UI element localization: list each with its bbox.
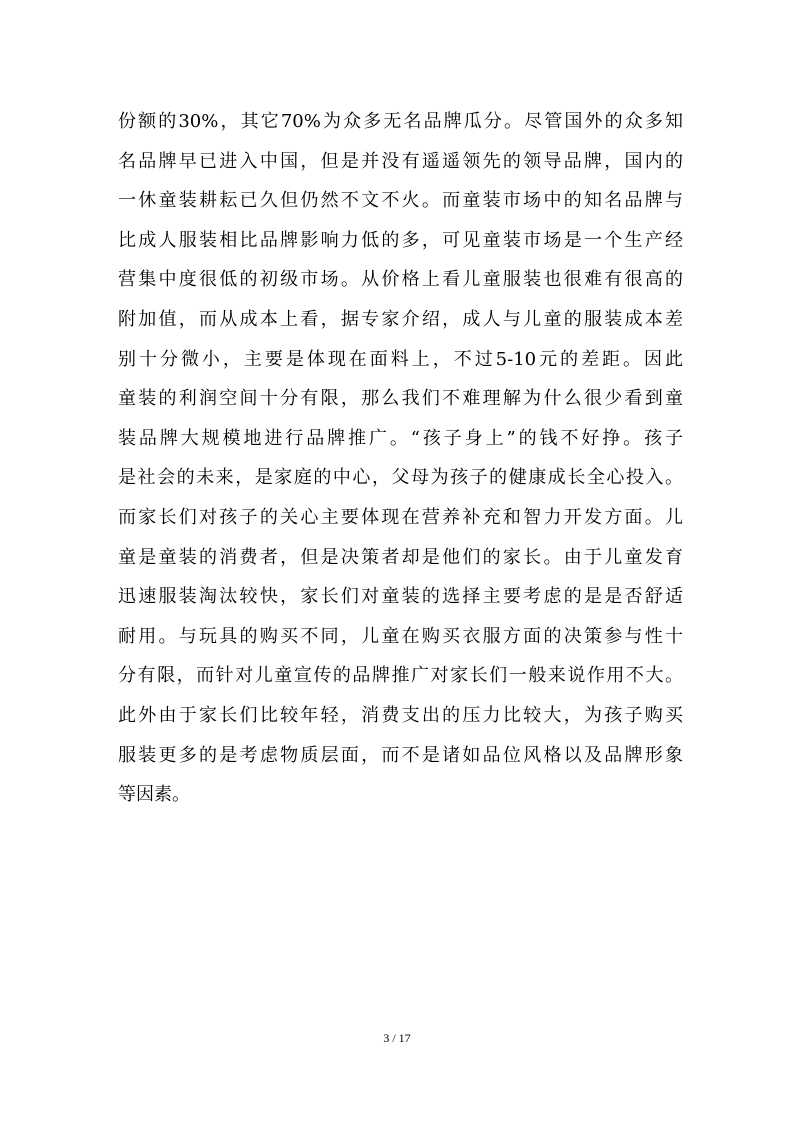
text-line: 童是童装的消费者，但是决策者却是他们的家长。由于儿童发育: [118, 546, 683, 568]
text-line: 别十分微小，主要是体现在面料上，不过5-10元的差距。因此: [118, 348, 683, 370]
text-line: 服装更多的是考虑物质层面，而不是诸如品位风格以及品牌形象: [118, 744, 683, 766]
text-line: 而家长们对孩子的关心主要体现在营养补充和智力开发方面。儿: [118, 506, 683, 528]
text-line: 分有限，而针对儿童宣传的品牌推广对家长们一般来说作用不大。: [118, 665, 683, 687]
text-line: 童装的利润空间十分有限，那么我们不难理解为什么很少看到童: [118, 388, 683, 410]
text-line: 份额的30%，其它70%为众多无名品牌瓜分。尽管国外的众多知: [118, 111, 683, 132]
text-line: 此外由于家长们比较年轻，消费支出的压力比较大，为孩子购买: [118, 704, 683, 726]
text-line: 装品牌大规模地进行品牌推广。“孩子身上”的钱不好挣。孩子: [118, 427, 683, 449]
text-line: 名品牌早已进入中国，但是并没有遥遥领先的领导品牌，国内的: [118, 150, 683, 172]
text-line: 营集中度很低的初级市场。从价格上看儿童服装也很难有很高的: [118, 269, 683, 291]
text-line-last: 等因素。: [118, 784, 190, 806]
text-line: 耐用。与玩具的购买不同，儿童在购买衣服方面的决策参与性十: [118, 625, 683, 647]
body-paragraph: [118, 102, 683, 815]
text-line: 比成人服装相比品牌影响力低的多，可见童装市场是一个生产经: [118, 229, 683, 251]
text-line: 一休童装耕耘已久但仍然不文不火。而童装市场中的知名品牌与: [118, 190, 683, 212]
text-line: 迅速服装淘汰较快，家长们对童装的选择主要考虑的是是否舒适: [118, 586, 683, 608]
text-line: 附加值，而从成本上看，据专家介绍，成人与儿童的服装成本差: [118, 308, 683, 330]
text-line: 是社会的未来，是家庭的中心，父母为孩子的健康成长全心投入。: [118, 467, 683, 489]
page-number: 3 / 17: [383, 1031, 411, 1045]
